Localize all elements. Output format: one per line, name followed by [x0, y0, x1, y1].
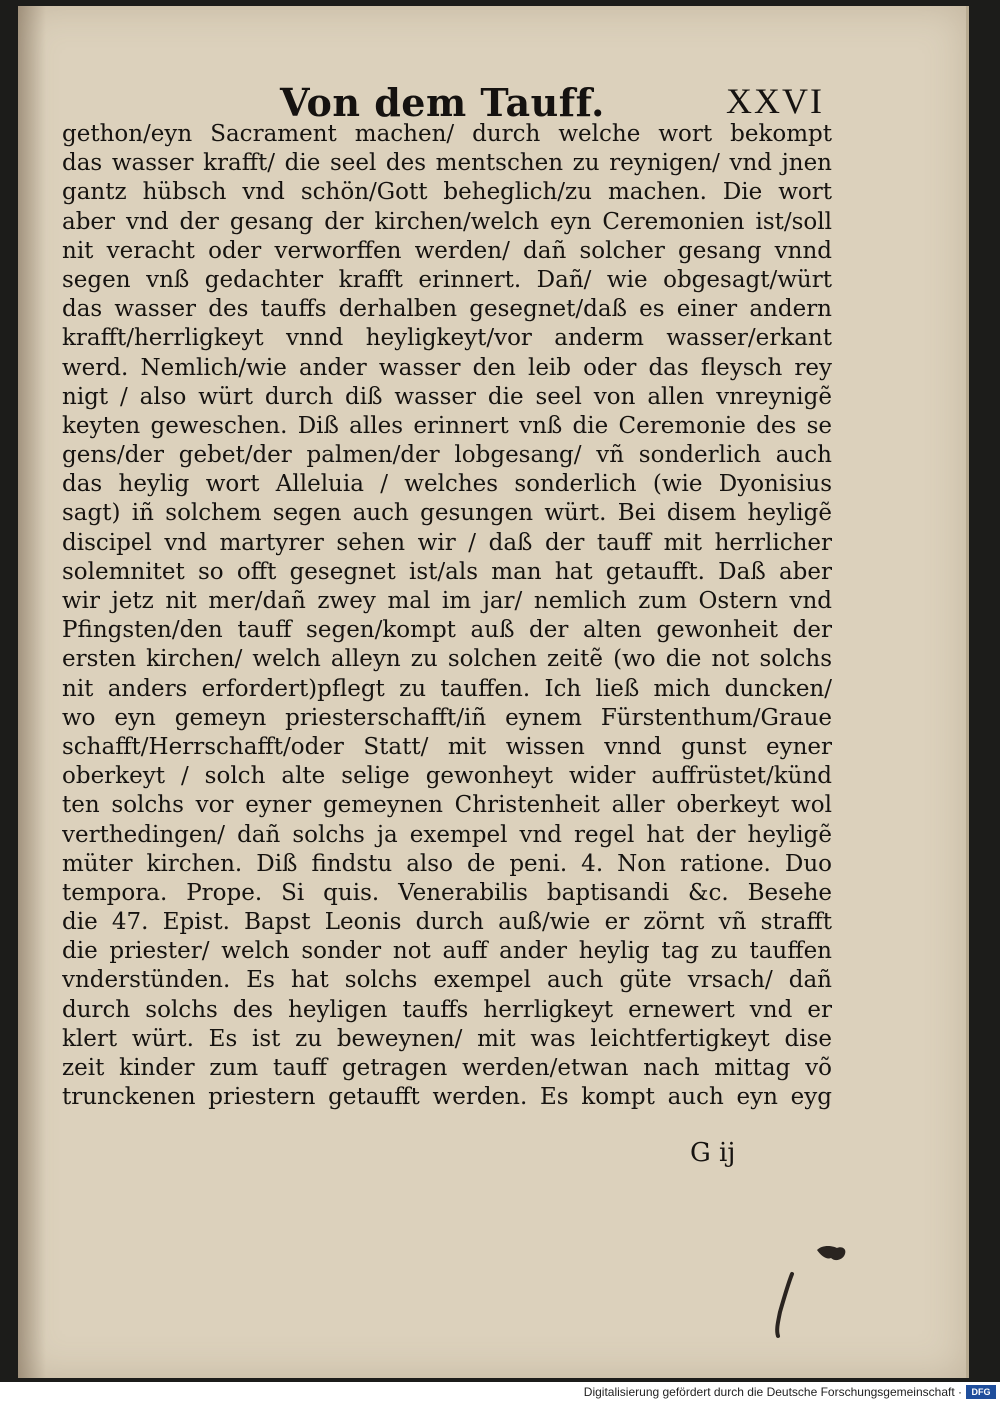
text-line: ten solchs vor eyner gemeynen Christenheit aller oberkeyt wol [62, 792, 832, 819]
text-line: nigt / also würt durch diß wasser die seel von allen vnreynigẽ [62, 383, 832, 410]
text-line: oberkeyt / solch alte selige gewonheyt wider auffrüstet/künd [62, 763, 832, 790]
text-line: das heylig wort Alleluia / welches sonderlich (wie Dyonisius [62, 471, 832, 498]
signature-mark: G ij [690, 1138, 736, 1168]
ink-blot-mark [815, 1242, 849, 1264]
text-line: gens/der gebet/der palmen/der lobgesang/ vñ sonderlich auch [62, 442, 832, 469]
text-line: aber vnd der gesang der kirchen/welch eyn Ceremonien ist/soll [62, 208, 832, 235]
text-line: die priester/ welch sonder not auff ander heylig tag zu tauffen [62, 938, 832, 965]
text-line: nit anders erfordert)pflegt zu tauffen. Ich ließ mich duncken/ [62, 675, 832, 702]
text-line: ersten kirchen/ welch alleyn zu solchen zeitẽ (wo die not solchs [62, 646, 832, 673]
dfg-logo: DFG [966, 1385, 996, 1399]
text-line: sagt) iñ solchem segen auch gesungen würt. Bei disem heyligẽ [62, 500, 832, 527]
digitization-credit: Digitalisierung gefördert durch die Deutsche Forschungsgemeinschaft · [583, 1385, 962, 1399]
text-line: verthedingen/ dañ solchs ja exempel vnd regel hat der heyligẽ [62, 821, 832, 848]
text-line: müter kirchen. Diß findstu also de peni. 4. Non ratione. Duo [62, 850, 832, 877]
text-line: durch solchs des heyligen tauffs herrligkeyt ernewert vnd er [62, 996, 832, 1023]
text-line: trunckenen priestern getaufft werden. Es kompt auch eyn eyg [62, 1084, 832, 1111]
text-line: das wasser krafft/ die seel des mentschen zu reynigen/ vnd jnen [62, 150, 832, 177]
ink-stroke-mark [770, 1270, 800, 1340]
text-line: solemnitet so offt gesegnet ist/als man hat getaufft. Daß aber [62, 558, 832, 585]
spine-shadow [18, 6, 46, 1378]
page-header [280, 80, 840, 124]
text-line: gantz hübsch vnd schön/Gott beheglich/zu machen. Die wort [62, 179, 832, 206]
text-line: krafft/herrligkeyt vnnd heyligkeyt/vor anderm wasser/erkant [62, 325, 832, 352]
folio-number: XXVI [726, 81, 824, 121]
text-line: vnderstünden. Es hat solchs exempel auch güte vrsach/ dañ [62, 967, 832, 994]
running-title: Von dem Tauff. [280, 80, 605, 125]
text-line: Pfingsten/den tauff segen/kompt auß der alten gewonheit der [62, 617, 832, 644]
text-line: nit veracht oder verworffen werden/ dañ solcher gesang vnnd [62, 237, 832, 264]
text-line: das wasser des tauffs derhalben gesegnet/daß es einer andern [62, 296, 832, 323]
text-line: keyten geweschen. Diß alles erinnert vnß die Ceremonie des se [62, 412, 832, 439]
text-line: schafft/Herrschafft/oder Statt/ mit wissen vnnd gunst eyner [62, 733, 832, 760]
text-line: werd. Nemlich/wie ander wasser den leib oder das fleysch rey [62, 354, 832, 381]
text-block [62, 120, 832, 1112]
text-line: discipel vnd martyrer sehen wir / daß der tauff mit herrlicher [62, 529, 832, 556]
text-line: gethon/eyn Sacrament machen/ durch welche wort bekompt [62, 121, 832, 147]
text-line: wir jetz nit mer/dañ zwey mal im jar/ nemlich zum Ostern vnd [62, 588, 832, 614]
text-line: segen vnß gedachter krafft erinnert. Dañ/ wie obgesagt/würt [62, 266, 832, 293]
text-line: tempora. Prope. Si quis. Venerabilis baptisandi &c. Besehe [62, 879, 832, 906]
text-line: klert würt. Es ist zu beweynen/ mit was leichtfertigkeyt dise [62, 1025, 832, 1052]
text-line: wo eyn gemeyn priesterschafft/iñ eynem Fürstenthum/Graue [62, 704, 832, 731]
footer-bar [0, 1382, 1000, 1404]
text-line: die 47. Epist. Bapst Leonis durch auß/wie er zörnt vñ strafft [62, 909, 832, 936]
text-line: zeit kinder zum tauff getragen werden/etwan nach mittag võ [62, 1055, 832, 1081]
